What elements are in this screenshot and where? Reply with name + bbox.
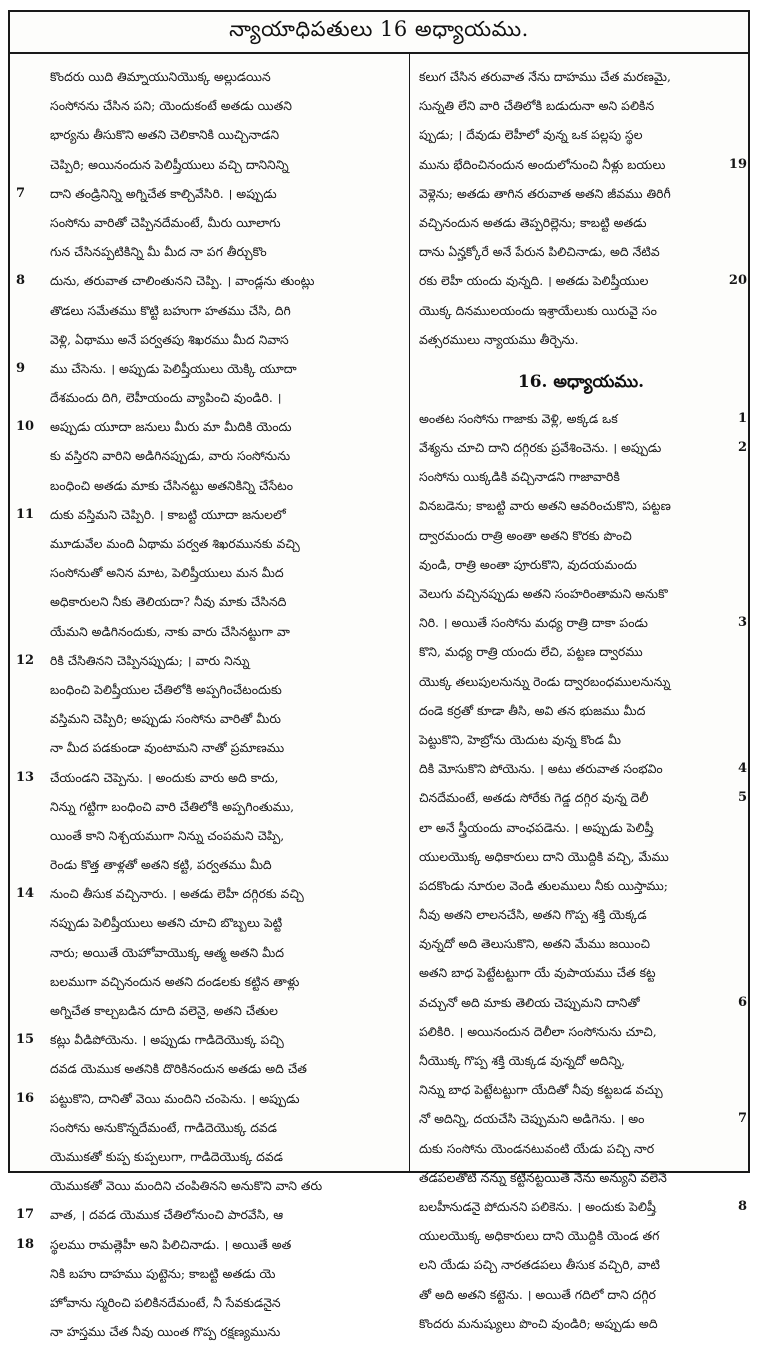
verse-number: 14 — [16, 886, 35, 902]
text-line — [16, 296, 404, 325]
line-text: చెప్పిరి; అయినందున పెలిష్తీయులు వచ్చి దానినిన్ని — [50, 156, 289, 172]
text-line — [415, 871, 747, 900]
line-text: నిన్ను గట్టిగా బంధించి వారి చేతిలోకి అప్పగింతుము, — [50, 798, 295, 814]
line-text: సున్నతి లేని వారి చేతిలోకి బడుదునా అని పలికిన — [419, 98, 655, 114]
text-line — [415, 1134, 747, 1163]
line-text: సంసోనను చేసిన పని; యెందుకంటే అతడు యితని — [50, 98, 292, 114]
text-line — [415, 900, 747, 929]
line-text: భార్యను తీసుకొని అతని చెలికానికి యిచ్చినాడని — [50, 127, 280, 143]
right-column — [415, 62, 747, 1338]
line-text: యెముకతో కుప్ప కుప్పలుగా, గాడిదెయొక్క దవడ — [50, 1148, 283, 1164]
line-text: వినబడెను; కాబట్టి వారు అతని ఆవరించుకొని, పట్టణ — [419, 498, 671, 514]
text-line — [16, 500, 404, 529]
line-text: పట్టుకొని, దానితో వెయి మందిని చంపెను. । అప్పుడు — [50, 1090, 300, 1106]
line-text: దవడ యెముక అతనికి దొరికినందున అతడు అది చేత — [50, 1061, 307, 1077]
line-text: తడపలతోటి నన్ను కట్టినట్టయితే నేను అన్యుని వలెనే — [419, 1169, 667, 1185]
text-line — [415, 637, 747, 666]
text-line — [415, 325, 747, 354]
verse-number: 1 — [737, 410, 747, 426]
verse-number: 20 — [728, 273, 747, 289]
line-text: దుకు వస్తిమని చెప్పిరి. । కాబట్టి యూదా జనులలో — [50, 506, 286, 522]
text-line — [16, 967, 404, 996]
line-text: వున్నదో అది తెలుసుకొని, అతని మేము జయించి — [419, 936, 650, 952]
verse-number: 6 — [737, 994, 747, 1010]
line-text: వెలుగు వచ్చినప్పుడు అతని సంహరింతామని అనుకొ — [419, 586, 668, 601]
verse-number: 3 — [737, 615, 747, 631]
line-text: రెండు కొత్త తాళ్లతో అతని కట్టి, పర్వతము మీది — [50, 857, 272, 873]
line-text: బంధించి పెలిష్తీయుల చేతిలోకి అప్పగించేటందుకు — [50, 681, 282, 697]
line-text: యొక్క దినములయందు ఇశ్రాయేలుకు యిరువై సం — [419, 302, 657, 318]
line-text: లని యేడు పచ్చి నారతడపలు తీసుక వచ్చిరి, వాటి — [419, 1257, 660, 1273]
text-line — [16, 646, 404, 675]
line-text: యేమని అడిగినందుకు, నాకు వారు చేసినట్టుగా వా — [50, 623, 290, 639]
text-line — [16, 441, 404, 470]
text-line — [415, 491, 747, 520]
text-line — [16, 587, 404, 616]
right-column-top — [415, 62, 747, 354]
text-line — [16, 558, 404, 587]
text-line — [16, 150, 404, 179]
line-text: స్థలము రామత్లెహీ అని పిలిచినాడు. । అయితే అత — [50, 1236, 292, 1252]
verse-number: 17 — [16, 1207, 35, 1223]
text-line — [16, 91, 404, 120]
line-text: వుండి, రాత్రి అంతా పూరుకొని, వుదయమందు — [419, 556, 637, 572]
text-line — [16, 1288, 404, 1317]
text-line — [415, 783, 747, 812]
text-line — [16, 383, 404, 412]
text-line — [16, 179, 404, 208]
line-text: వేశ్యను చూచి దాని దగ్గిరకు ప్రవేశించెను. । అప్పుడు — [419, 440, 662, 456]
line-text: సంసోనుతో అనిన మాట, పెలిష్తీయులు మన మీద — [50, 565, 284, 581]
verse-number: 5 — [737, 790, 747, 806]
text-line — [415, 296, 747, 325]
text-line — [16, 996, 404, 1025]
text-line — [16, 354, 404, 383]
line-text: అంతట సంసోను గాజాకు వెళ్లి, అక్కడ ఒక — [419, 410, 618, 426]
line-text: నో అదిన్ని, దయచేసి చెప్పుమని అడిగెను. । అం — [419, 1111, 645, 1127]
line-text: దాను ఏన్హక్కోరే అనే పేరున పిలిచినాడు, అది నేటివ — [419, 244, 660, 260]
line-text: హోవాను స్మరించి పలికినదేమంటే, నీ సేవకుడనైన — [50, 1294, 281, 1310]
text-line — [16, 763, 404, 792]
line-text: దికి మోసుకొని పోయెను. । అటు తరువాత సంభవిం — [419, 761, 663, 777]
line-text: అగ్నిచేత కాల్చబడిన దూది వలెనై, అతని చేతుల — [50, 1003, 278, 1018]
verse-number: 7 — [737, 1111, 747, 1127]
line-text: నప్పుడు పెలిష్తీయులు అతని చూచి బొబ్బలు పెట్టి — [50, 915, 283, 931]
line-text: ప్పుడు; । దేవుడు లెహీలో వున్న ఒక పల్లపు స్థల — [419, 127, 643, 143]
line-text: దుకు సంసోను యెండనటువంటి యేడు పచ్చి నార — [419, 1140, 655, 1156]
line-text: దండె కర్రతో కూడా తీసి, అవి తన భుజము మీద — [419, 702, 646, 718]
line-text: బంధించి అతడు మాకు చేసినట్టు అతనికిన్ని చేసేటం — [50, 477, 293, 493]
verse-number: 16 — [16, 1090, 35, 1106]
text-line — [16, 120, 404, 149]
line-text: కట్లు వీడిపోయెను. । అప్పుడు గాడిదెయొక్క పచ్చి — [50, 1032, 284, 1048]
text-line — [415, 1309, 747, 1338]
verse-number: 15 — [16, 1032, 35, 1048]
text-line — [16, 1025, 404, 1054]
line-text: దేశమందు దిగి, లెహీయందు వ్యాపించి వుండిరి. । — [50, 390, 282, 406]
text-line — [16, 529, 404, 558]
text-line — [415, 237, 747, 266]
line-text: పెట్టుకొని, హెబ్రోను యెదుట వున్న కొండ మీ — [419, 731, 621, 747]
line-text: కొందరు యిది తిమ్నాయునియొక్క అల్లుడయిన — [50, 69, 271, 84]
line-text: నికి బహు దాహము పుట్టెను; కాబట్టి అతడు యె — [50, 1265, 276, 1281]
text-line — [415, 550, 747, 579]
line-text: యెముకతో వెయి మందిని చంపితినని అనుకొని వాని తరు — [50, 1178, 323, 1194]
verse-number: 4 — [737, 761, 747, 777]
line-text: పలికిరి. । అయినందున దెలీలా సంసోనును చూచి, — [419, 1023, 657, 1039]
text-line — [16, 1259, 404, 1288]
text-line — [16, 1200, 404, 1229]
line-text: రికి చేసితినని చెప్పినప్పుడు; । వారు నిన్ను — [50, 652, 250, 668]
line-text: అప్పుడు యూదా జనులు మీరు మా మీదికి యెందు — [50, 419, 292, 435]
text-line — [16, 266, 404, 295]
line-text: సంసోను యిక్కడికి వచ్చినాడని గాజావారికి — [419, 469, 620, 485]
line-text: నారు; అయితే యెహోవాయొక్క ఆత్మ అతని మీద — [50, 944, 284, 960]
text-line — [415, 1250, 747, 1279]
text-line — [16, 792, 404, 821]
right-column-bottom — [415, 404, 747, 1338]
line-text: చినదేమంటే, అతడు సోరేకు గెడ్డ దగ్గిర వున్న దెలీ — [419, 790, 649, 806]
text-line — [415, 208, 747, 237]
line-text: లా అనే స్త్రీయందు వాంఛపడెను. । అప్పుడు పెలిష్తీ — [419, 819, 654, 835]
line-text: యొక్క తలుపులనున్ను రెండు ద్వారబంధములనున్ను — [419, 673, 671, 689]
text-line — [16, 1054, 404, 1083]
page-header — [10, 12, 748, 54]
line-text: నీవు అతని లాలనచేసి, అతని గొప్ప శక్తి యెక్కడ — [419, 907, 647, 923]
text-line — [415, 404, 747, 433]
line-text: వచ్చినందున అతడు తెప్పరిల్లెను; కాబట్టి అతడు — [419, 214, 647, 230]
page-title: న్యాయాధిపతులు 16 అధ్యాయము. — [229, 17, 529, 41]
verse-number: 10 — [16, 419, 35, 435]
text-line — [415, 929, 747, 958]
text-line — [415, 1163, 747, 1192]
text-line — [16, 1142, 404, 1171]
text-line — [16, 471, 404, 500]
line-text: ద్వారమందు రాత్రి అంతా అతని కొరకు పొంచి — [419, 527, 632, 543]
line-text: సంసోను వారితో చెప్పినదేమంటే, మీరు యీలాగు — [50, 214, 281, 230]
line-text: వత్సరములు న్యాయము తీర్చెను. — [419, 331, 579, 347]
verse-number: 2 — [737, 440, 747, 456]
verse-number: 13 — [16, 769, 35, 785]
line-text: నా మీద పడకుండా వుంటామని నాతో ప్రమాణము — [50, 740, 285, 756]
line-text: నిన్ను బాధ పెట్టేటట్టుగా యేదితో నీవు కట్టబడ వచ్చు — [419, 1082, 663, 1098]
text-line — [16, 412, 404, 441]
text-line — [16, 62, 404, 91]
verse-number: 8 — [16, 273, 26, 289]
text-line — [16, 733, 404, 762]
verse-number: 19 — [728, 156, 747, 172]
verse-number: 8 — [737, 1198, 747, 1214]
text-line — [415, 179, 747, 208]
line-text: రకు లెహీ యందు వున్నది. । అతడు పెలిష్తీయుల — [419, 273, 649, 289]
line-text: వస్తిమని చెప్పిరి; అప్పుడు సంసోను వారితో మీరు — [50, 711, 281, 727]
text-line — [16, 850, 404, 879]
line-text: బలముగా వచ్చినందున అతని దండలకు కట్టిన తాళ్లు — [50, 973, 300, 989]
text-line — [16, 908, 404, 937]
verse-number: 7 — [16, 185, 26, 201]
line-text: కు వస్తిరని వారిని అడిగినప్పుడు, వారు సంసోనును — [50, 448, 291, 464]
line-text: కొందరు మనుష్యులు పొంచి వుండిరి; అప్పుడు అది — [419, 1315, 658, 1331]
text-line — [415, 1221, 747, 1250]
verse-number: 12 — [16, 652, 35, 668]
line-text: యులయొక్క అధికారులు దాని యొద్దికి యెండ తగ — [419, 1228, 660, 1244]
text-line — [415, 1104, 747, 1133]
text-line — [415, 1046, 747, 1075]
text-line — [16, 1317, 404, 1346]
text-line — [16, 617, 404, 646]
text-line — [16, 1084, 404, 1113]
line-text: అధికారులని నీకు తెలియదా? నీవు మాకు చేసినది — [50, 594, 287, 610]
text-line — [415, 433, 747, 462]
line-text: దును, తరువాత చాలింతునని చెప్పి. । వాండ్లను తుంట్లు — [50, 273, 315, 289]
text-line — [415, 1017, 747, 1046]
text-line — [16, 1113, 404, 1142]
text-line — [415, 120, 747, 149]
text-line — [16, 1230, 404, 1259]
text-line — [415, 988, 747, 1017]
verse-number: 18 — [16, 1236, 35, 1252]
left-column — [16, 62, 404, 1346]
line-text: యింతే కాని నిశ్చయముగా నిన్ను చంపమని చెప్పి, — [50, 827, 285, 843]
text-line — [415, 462, 747, 491]
line-text: తో అది అతని కట్టెను. । అయితే గదిలో దాని దగ్గిర — [419, 1286, 656, 1302]
text-line — [16, 208, 404, 237]
text-line — [415, 521, 747, 550]
text-line — [16, 704, 404, 733]
line-text: వచ్చునో అది మాకు తెలియ చెప్పుమని దానితో — [419, 994, 640, 1010]
text-line — [415, 91, 747, 120]
line-text: ము చేసెను. । అప్పుడు పెలిష్తీయులు యెక్కి యూదా — [50, 360, 297, 376]
line-text: నుంచి తీసుక వచ్చినారు. । అతడు లెహీ దగ్గిరకు వచ్చి — [50, 886, 304, 902]
line-text: అతని బాధ పెట్టేటట్టుగా యే వుపాయము చేత కట్ట — [419, 965, 656, 981]
line-text: తొడలు సమేతము కొట్టి బహుగా హతము చేసి, దిగి — [50, 302, 291, 318]
text-line — [415, 1075, 747, 1104]
text-line — [16, 675, 404, 704]
line-text: వెళ్లి, ఏథాము అనే పర్వతపు శిఖరము మీద నివాస — [50, 331, 289, 347]
line-text: నా హస్తము చేత నీవు యింత గొప్ప రక్షణ్యమును — [50, 1324, 281, 1340]
text-line — [415, 1280, 747, 1309]
text-line — [16, 237, 404, 266]
text-line — [415, 667, 747, 696]
text-line — [415, 842, 747, 871]
line-text: మును భేదించినందున అందులోనుంచి నీళ్లు బయలు — [419, 156, 666, 172]
text-line — [415, 958, 747, 987]
text-line — [415, 1192, 747, 1221]
text-line — [415, 754, 747, 783]
text-line — [415, 696, 747, 725]
text-line — [16, 325, 404, 354]
text-line — [415, 266, 747, 295]
line-text: సంసోను అనుకొన్నదేమంటే, గాడిదెయొక్క దవడ — [50, 1119, 277, 1135]
line-text: మూడువేల మంది ఏథామ పర్వత శిఖరమునకు వచ్చి — [50, 536, 300, 551]
text-line — [415, 608, 747, 637]
line-text: వాత, । దవడ యెముక చేతిలోనుంచి పారవేసి, ఆ — [50, 1207, 284, 1223]
line-text: గున చేసినప్పటికిన్ని మీ మీద నా పగ తీర్చుకొం — [50, 244, 267, 260]
line-text: యులయొక్క అధికారులు దాని యొద్దికి వచ్చి, మేము — [419, 848, 669, 864]
line-text: కలుగ చేసిన తరువాత నేను దాహము చేత మరణమై, — [419, 69, 671, 84]
column-divider — [409, 54, 410, 1173]
line-text: వెళ్లెను; అతడు తాగిన తరువాత అతని జీవము తిరిగీ — [419, 185, 671, 201]
line-text: బలహీనుడనై పోదునని పలికెను. । అందుకు పెలిష్తీ — [419, 1198, 656, 1214]
scripture-page — [8, 10, 750, 1340]
text-line — [415, 579, 747, 608]
verse-number: 9 — [16, 360, 26, 376]
text-line — [16, 821, 404, 850]
text-line — [415, 813, 747, 842]
text-line — [415, 62, 747, 91]
line-text: పదకొండు నూరుల వెండి తులములు నీకు యిస్తాము; — [419, 877, 668, 893]
chapter-heading: 16. అధ్యాయము. — [517, 371, 645, 392]
line-text: నీయొక్క గొప్ప శక్తి యెక్కడ వున్నదో అదిన్ని, — [419, 1053, 626, 1068]
line-text: నిరి. । అయితే సంసోను మధ్య రాత్రి దాకా పండు — [419, 615, 648, 631]
verse-number: 11 — [16, 506, 35, 522]
text-line — [16, 1171, 404, 1200]
text-line — [16, 879, 404, 908]
text-line — [415, 150, 747, 179]
text-line — [16, 938, 404, 967]
line-text: చేయండని చెప్పెను. । అందుకు వారు అది కాదు, — [50, 769, 279, 785]
line-text: కొని, మధ్య రాత్రి యందు లేచి, పట్టణ ద్వారము — [419, 644, 643, 660]
text-line — [415, 725, 747, 754]
line-text: దాని తండ్రినిన్ని అగ్నిచేత కాల్చివేసిరి. । అప్పుడు — [50, 185, 277, 201]
